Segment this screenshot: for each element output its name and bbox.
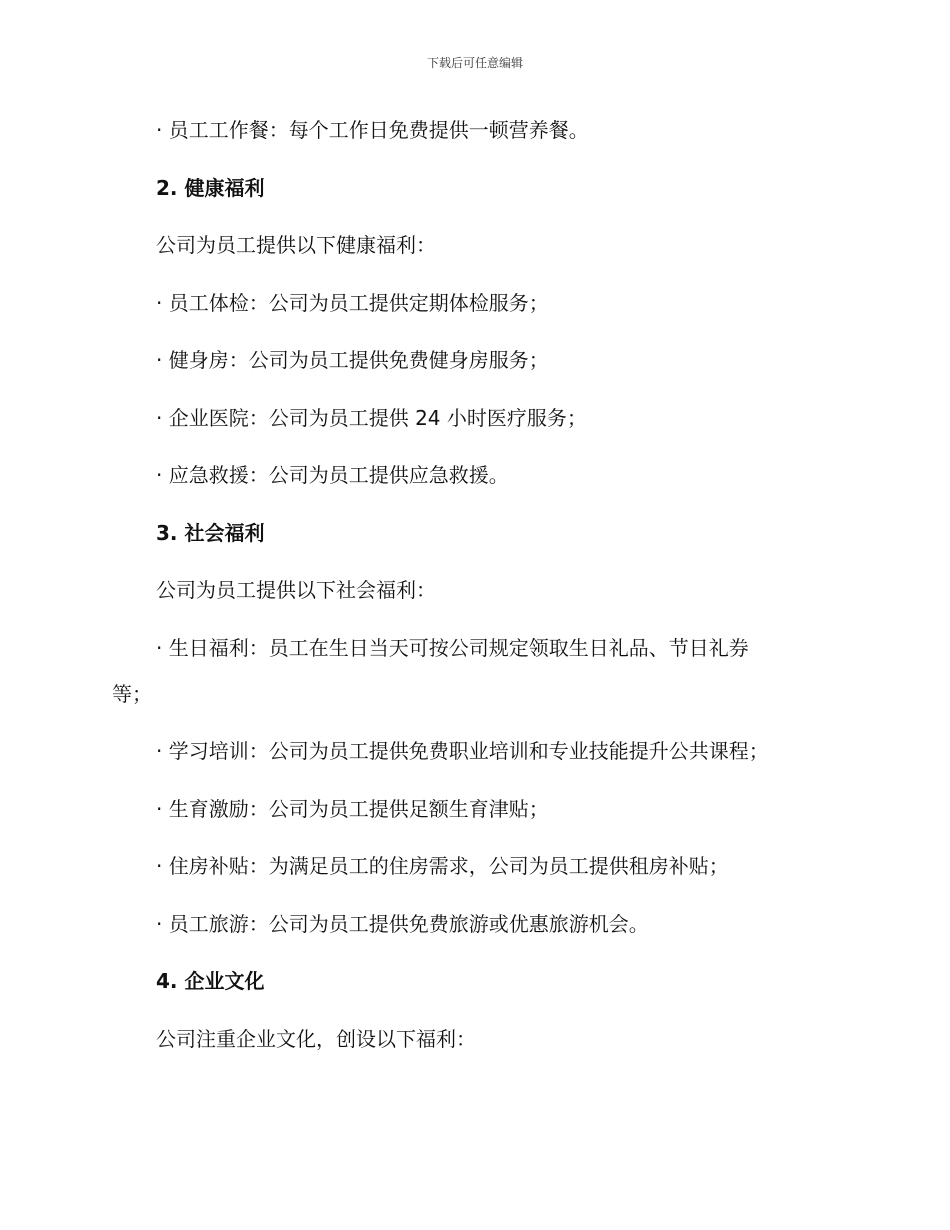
- bullet-item-maternity: · 生育激励：公司为员工提供足额生育津贴；: [156, 796, 549, 821]
- paragraph-social-intro: 公司为员工提供以下社会福利：: [156, 578, 436, 602]
- section-heading-social: 3. 社会福利: [156, 520, 265, 545]
- bullet-item-hospital: · 企业医院：公司为员工提供 24 小时医疗服务；: [156, 405, 587, 430]
- bullet-item-housing: · 住房补贴：为满足员工的住房需求，公司为员工提供租房补贴；: [156, 854, 729, 878]
- bullet-item-travel: · 员工旅游：公司为员工提供免费旅游或优惠旅游机会。: [156, 911, 649, 936]
- bullet-item-birthday-continuation: 等；: [112, 681, 152, 706]
- bullet-item-checkup: · 员工体检：公司为员工提供定期体检服务；: [156, 290, 549, 315]
- bullet-item-emergency: · 应急救援：公司为员工提供应急救援。: [156, 463, 509, 487]
- paragraph-health-intro: 公司为员工提供以下健康福利：: [156, 233, 436, 257]
- bullet-item-gym: · 健身房：公司为员工提供免费健身房服务；: [156, 348, 549, 372]
- bullet-item-birthday-text: · 生日福利：员工在生日当天可按公司规定领取生日礼品、节日礼券: [156, 635, 749, 660]
- bullet-item-meal: · 员工工作餐：每个工作日免费提供一顿营养餐。: [156, 118, 589, 142]
- paragraph-culture-intro: 公司注重企业文化，创设以下福利：: [156, 1026, 476, 1051]
- bullet-item-birthday: [112, 626, 832, 716]
- bullet-item-training: · 学习培训：公司为员工提供免费职业培训和专业技能提升公共课程；: [156, 739, 769, 763]
- section-heading-culture: 4. 企业文化: [156, 969, 265, 993]
- header-note: 下载后可任意编辑: [426, 56, 523, 70]
- section-heading-health: 2. 健康福利: [156, 175, 265, 200]
- document-body: [112, 108, 832, 1074]
